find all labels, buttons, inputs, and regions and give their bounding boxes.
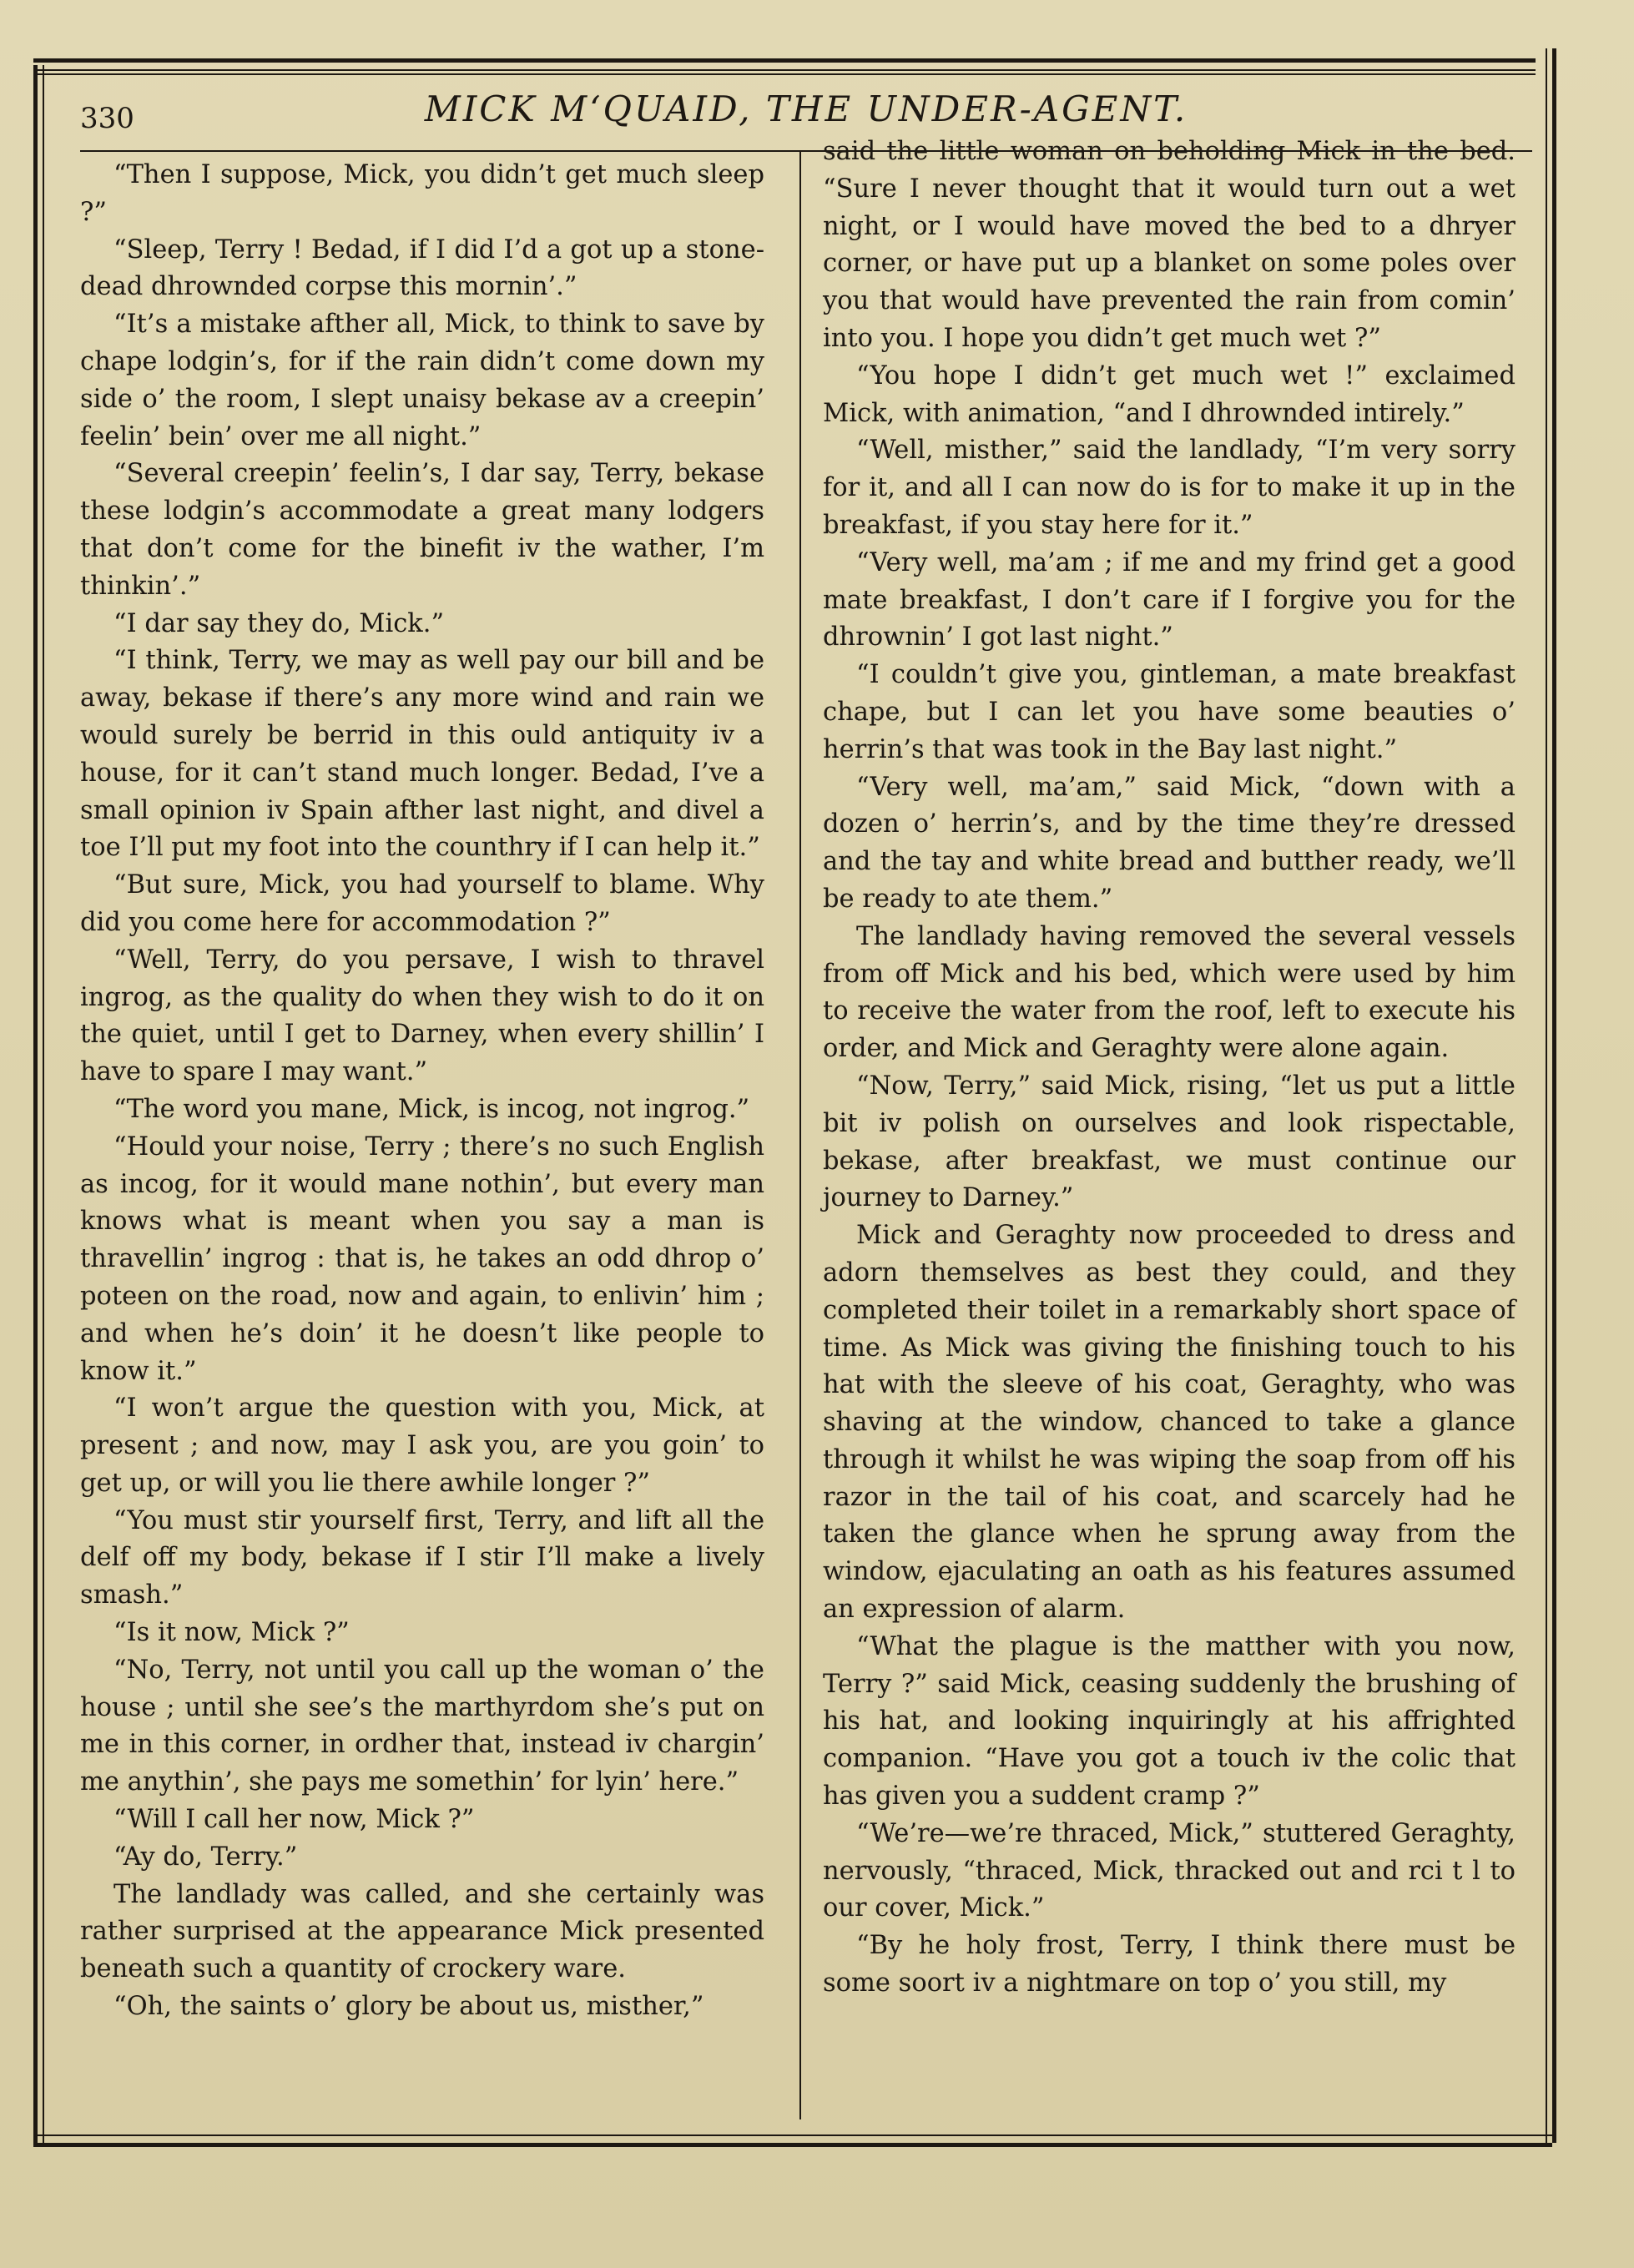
paragraph: Mick and Geraghty now proceeded to dress and adorn themselves as best they could, and they completed their toilet in a remarkably short space of time. As Mick was giving the finishing touch to his hat with the sleeve of his coat, Geraghty, who was shaving at the window, chanced to take a glance through it whilst he was wiping the soap from off his razor in the tail of his coat, and scarcely had he taken the glance when he sprung away from the window, ejaculating an oath as his features assumed an expression of alarm. [823,1221,1515,1625]
top-border-rule [33,58,1536,71]
paragraph: The landlady was called, and she certainly was rather surprised at the appearance Mick presented beneath such a quantity of crockery ware. [80,1879,764,1984]
paragraph: “Will I call her now, Mick ?” [113,1805,475,1835]
paragraph: “We’re—we’re thraced, Mick,” stuttered Geraghty, nervously, “thraced, Mick, thracked out and rci t l to our cover, Mick.” [823,1818,1515,1923]
paragraph: “The word you mane, Mick, is incog, not ingrog.” [113,1094,750,1124]
paragraph: “I couldn’t give you, gintleman, a mate breakfast chape, but I can let you have some beauties o’ herrin’s that was took in the Bay last night.” [823,660,1515,764]
page-number: 330 [80,102,134,135]
paragraph: “But sure, Mick, you had yourself to blame. Why did you come here for accommodation ?” [80,870,764,937]
paragraph: “What the plague is the matther with you now, Terry ?” said Mick, ceasing suddenly the brushing of his hat, and looking inquiringly at his affrighted companion. “Have you got a touch iv the colic that has given you a suddent cramp ?” [823,1631,1515,1812]
paragraph: “I won’t argue the question with you, Mick, at present ; and now, may I ask you, are you goin’ to get up, or will you lie there awhile longer ?” [80,1394,764,1498]
bottom-border-rule [33,2134,1552,2147]
paragraph: “Several creepin’ feelin’s, I dar say, Terry, bekase these lodgin’s accommodate a great many lodgers that don’t come for the binefit iv the wather, I’m thinkin’.” [80,459,764,601]
paragraph: The landlady having removed the several vessels from off Mick and his bed, which were used by him to receive the water from the roof, left to execute his order, and Mick and Geraghty were alone again. [823,921,1515,1064]
paragraph: “Oh, the saints o’ glory be about us, misther,” [113,1992,704,2022]
paragraph: “Now, Terry,” said Mick, rising, “let us put a little bit iv polish on ourselves and look rispectable, bekase, after breakfast, we must continue our journey to Darney.” [823,1071,1515,1213]
paragraph: “I dar say they do, Mick.” [113,608,445,638]
paragraph: “Is it now, Mick ?” [113,1618,350,1648]
paragraph: “I think, Terry, we may as well pay our bill and be away, bekase if there’s any more wind and rain we would surely be berrid in this ould antiquity iv a house, for it can’t stand much longer. Bedad, I’ve a small opinion iv Spain afther last night, and divel a toe I’ll put my foot into the counthry if I can help it.” [80,646,764,863]
paragraph: “By he holy frost, Terry, I think there must be some soort iv a nightmare on top o’ you still, my [823,1931,1515,1998]
paragraph: “You hope I didn’t get much wet !” exclaimed Mick, with animation, “and I dhrownded intirely.” [823,360,1515,428]
top-border-rule-inner [33,73,1536,75]
paragraph: “Very well, ma’am,” said Mick, “down with a dozen o’ herrin’s, and by the time they’re dressed and the tay and white bread and butther ready, we’ll be ready to ate them.” [823,772,1515,914]
right-column [823,134,1515,2003]
paragraph: “Well, Terry, do you persave, I wish to thravel ingrog, as the quality do when they wish to do it on the quiet, until I get to Darney, when every shillin’ I have to spare I may want.” [80,945,764,1087]
running-title: MICK M‘QUAID, THE UNDER-AGENT. [424,88,1188,129]
left-column [80,157,764,2026]
paragraph-continuation: said the little woman on beholding Mick in the bed. “Sure I never thought that it would turn out a wet night, or I would have moved the bed to a dhryer corner, or have put up a blanket on some poles over you that would have prevented the rain from comin’ into you. I hope you didn’t get much wet ?” [823,137,1515,353]
paragraph: “It’s a mistake afther all, Mick, to think to save by chape lodgin’s, for if the rain didn’t come down my side o’ the room, I slept unaisy bekase av a creepin’ feelin’ bein’ over me all night.” [80,310,764,451]
paragraph: “Hould your noise, Terry ; there’s no such English as incog, for it would mane nothin’, but every man knows what is meant when you say a man is thravellin’ ingrog : that is, he takes an odd dhrop o’ poteen on the road, now and again, to enlivin’ him ; and when he’s doin’ it he doesn’t like people to know it.” [80,1131,764,1386]
paragraph: “Very well, ma’am ; if me and my frind get a good mate breakfast, I don’t care if I forgive you for the dhrownin’ I got last night.” [823,547,1515,653]
paragraph: “Sleep, Terry ! Bedad, if I did I’d a got up a stone-dead dhrownded corpse this mornin’.” [80,234,764,302]
paragraph: “Well, misther,” said the landlady, “I’m very sorry for it, and all I can now do is for to make it up in the breakfast, if you stay here for it.” [823,436,1515,540]
column-divider [799,150,801,2119]
paragraph: “No, Terry, not until you call up the woman o’ the house ; until she see’s the marthyrdom she’s put on me in this corner, in ordher that, instead iv chargin’ me anythin’, she pays me somethin’ for lyin’ here.” [80,1655,764,1797]
paragraph: “You must stir yourself first, Terry, and lift all the delf off my body, bekase if I stir I’ll make a lively smash.” [80,1505,764,1610]
paragraph: “Then I suppose, Mick, you didn’t get much sleep ?” [80,160,764,227]
paragraph: “Ay do, Terry.” [113,1842,298,1872]
left-border-rule [33,65,44,2143]
right-border-rule [1546,48,1556,2143]
